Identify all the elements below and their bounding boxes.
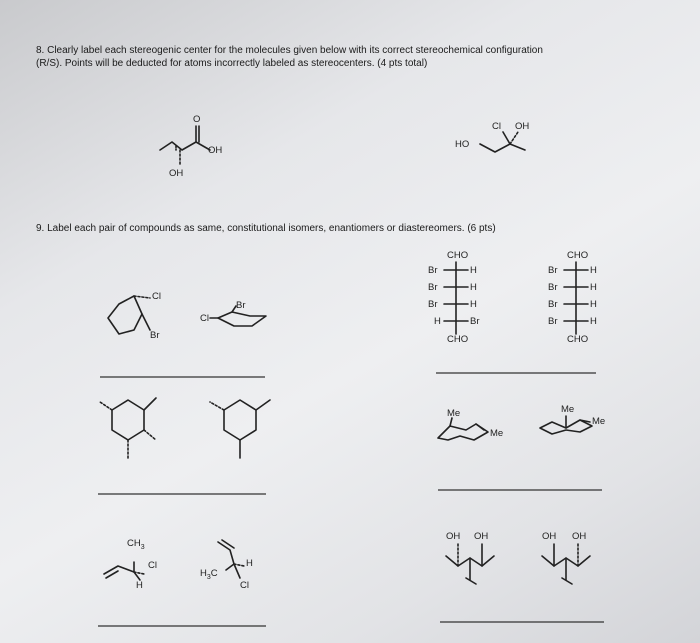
q9-pair4-right-chair <box>540 416 592 434</box>
atom-label-OH: OH <box>446 531 461 542</box>
fischer-left-row4-right: Br <box>470 316 480 327</box>
atom-label-Me: Me <box>447 408 461 419</box>
atom-label-H: H <box>246 558 253 569</box>
q8-molecule-2 <box>480 132 525 152</box>
fischer-right-row4-right: H <box>590 316 597 327</box>
fischer-right-row3-left: Br <box>548 299 558 310</box>
atom-label-H: H <box>136 580 143 591</box>
fischer-left-top-CHO: CHO <box>447 250 469 261</box>
q8-prompt-line2: (R/S). Points will be deducted for atoms incorrectly labeled as stereocenters. (4 pts total) <box>36 58 428 69</box>
fischer-right <box>564 262 588 334</box>
atom-label-OH: OH <box>474 531 489 542</box>
fischer-left-row3-left: Br <box>428 299 438 310</box>
fischer-left-row1-right: H <box>470 265 477 276</box>
atom-label-O: O <box>193 114 201 125</box>
fischer-left-bottom-CHO: CHO <box>447 334 469 345</box>
q8-molecule-1 <box>160 126 210 166</box>
q9-pair5-right-molecule <box>218 540 244 578</box>
atom-label-Cl: Cl <box>152 291 161 302</box>
fischer-right-bottom-CHO: CHO <box>567 334 589 345</box>
q9-pair6-left-molecule <box>446 544 494 584</box>
fischer-right-top-CHO: CHO <box>567 250 589 261</box>
fischer-left-row2-left: Br <box>428 282 438 293</box>
q9-pair3-left-molecule <box>100 398 156 458</box>
atom-label-OH: OH <box>208 145 223 156</box>
atom-label-OH: OH <box>169 168 184 179</box>
atom-label-OH: OH <box>542 531 557 542</box>
atom-label-H3C: $H_3C$ <box>200 568 218 581</box>
atom-label-Cl: Cl <box>148 560 157 571</box>
fischer-left-row4-left: H <box>434 316 441 327</box>
atom-label-Cl: Cl <box>492 121 501 132</box>
atom-label-HO: HO <box>455 139 470 150</box>
fischer-right-row1-right: H <box>590 265 597 276</box>
q9-pair4-left-chair <box>438 418 488 440</box>
atom-label-CH3: $CH_3$ <box>127 538 145 551</box>
atom-label-Cl: Cl <box>240 580 249 591</box>
fischer-right-row1-left: Br <box>548 265 558 276</box>
fischer-left <box>444 262 468 334</box>
atom-label-Me: Me <box>592 416 606 427</box>
atom-label-OH: OH <box>572 531 587 542</box>
atom-label-Br: Br <box>150 330 160 341</box>
q9-pair6-right-molecule <box>542 544 590 584</box>
fischer-right-row2-left: Br <box>548 282 558 293</box>
q9-pair5-left-molecule <box>104 562 144 580</box>
fischer-right-row2-right: H <box>590 282 597 293</box>
atom-label-Me: Me <box>561 404 575 415</box>
atom-label-Me: Me <box>490 428 504 439</box>
atom-label-Br: Br <box>236 300 246 311</box>
fischer-left-row3-right: H <box>470 299 477 310</box>
fischer-right-row3-right: H <box>590 299 597 310</box>
q9-pair1-left-molecule <box>108 296 150 334</box>
fischer-left-row1-left: Br <box>428 265 438 276</box>
fischer-right-row4-left: Br <box>548 316 558 327</box>
q9-pair3-right-molecule <box>210 400 270 458</box>
atom-label-Cl: Cl <box>200 313 209 324</box>
fischer-left-row2-right: H <box>470 282 477 293</box>
q9-prompt: 9. Label each pair of compounds as same, constitutional isomers, enantiomers or diastereomers. (6 pts) <box>36 223 496 234</box>
q8-prompt-line1: 8. Clearly label each stereogenic center for the molecules given below with its correct stereochemical configuration <box>36 45 543 56</box>
atom-label-OH: OH <box>515 121 530 132</box>
